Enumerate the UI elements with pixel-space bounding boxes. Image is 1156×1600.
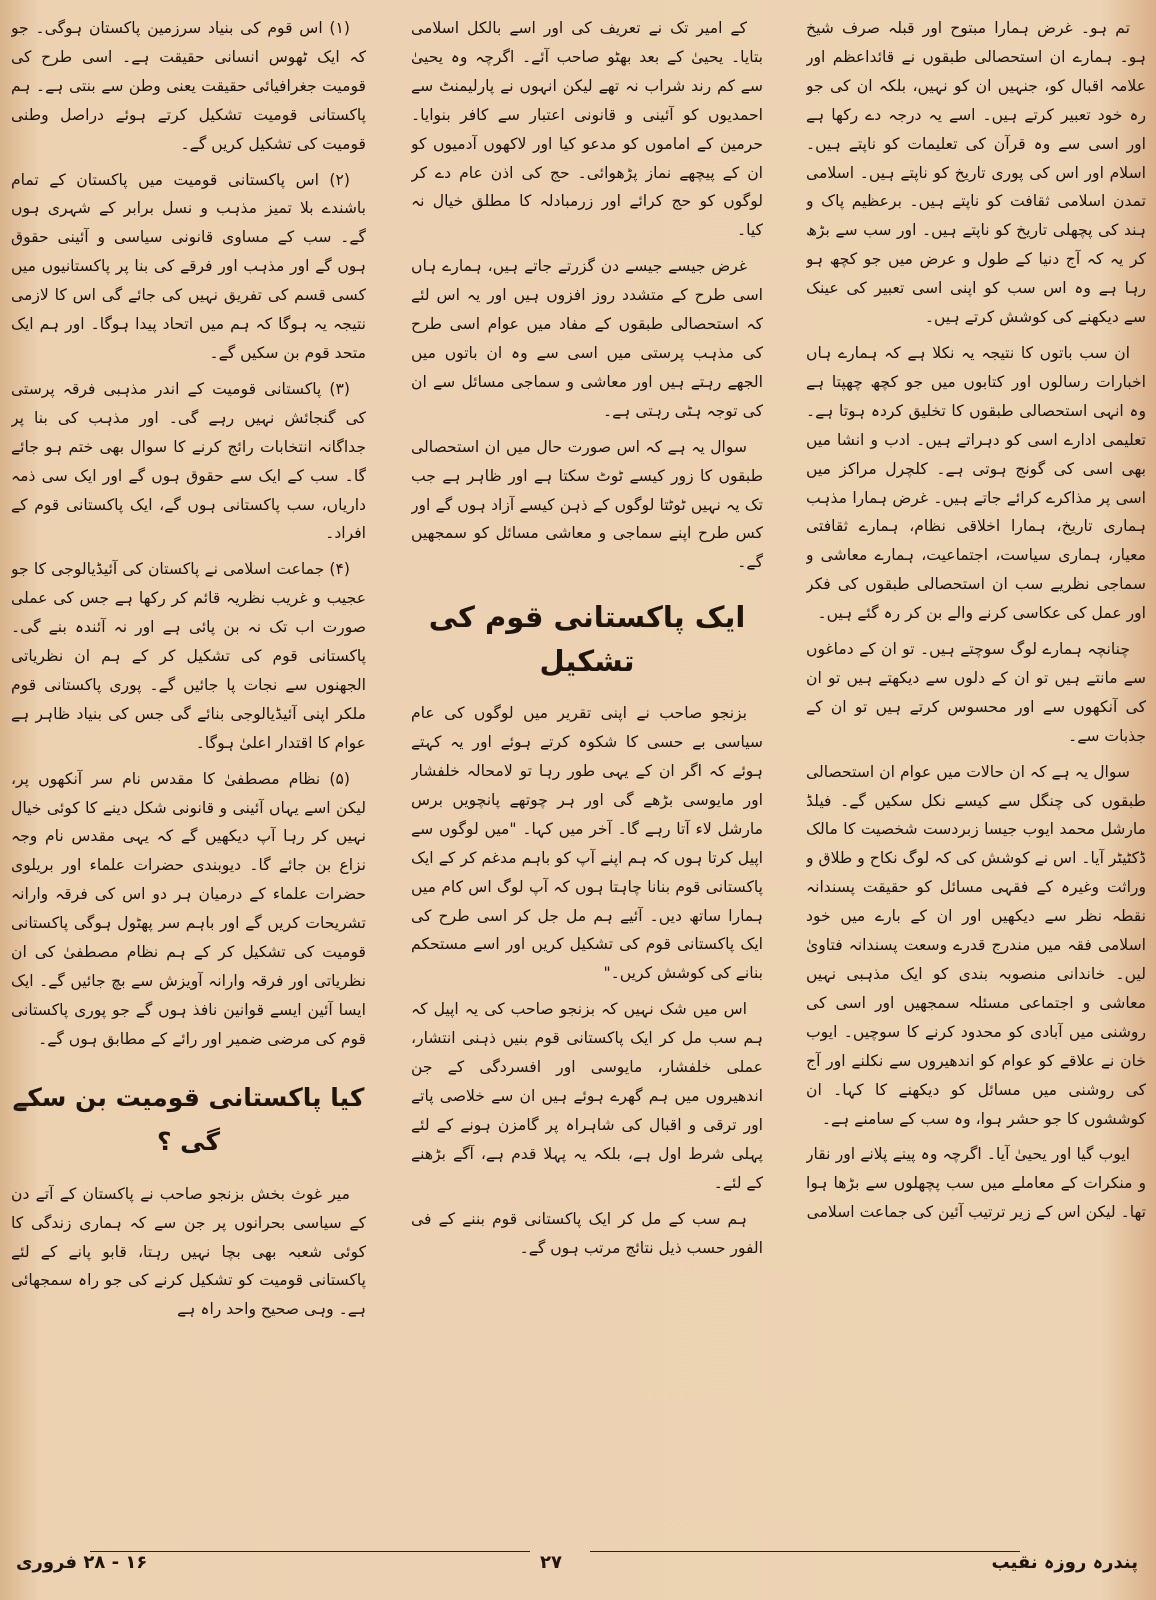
paragraph: کے امیر تک نے تعریف کی اور اسے بالکل اسلامی بتایا۔ یحییٰ کے بعد بھٹو صاحب آئے۔ اگرچہ وہ یحییٰ سے کم رند شراب نہ تھے لیکن انہوں نے پارلیمنٹ سے احمدیوں کو آئینی و قانونی اعتبار سے کافر بنوایا۔ حرمین کے اماموں کو مدعو کیا اور لاکھوں آدمیوں کو ان کے پیچھے نماز پڑھوائی۔ حج کی اذن عام دے کر لوگوں کو حج کرائے اور زرمبادلہ کا مطلق خیال نہ کیا۔ xyxy=(411,19,763,240)
paragraph: ایوب گیا اور یحییٰ آیا۔ اگرچہ وہ پینے پلانے اور نقار و منکرات کے معاملے میں سب پچھلوں سے بڑھا ہوا تھا۔ لیکن اس کے زیر ترتیب آئین کی جماعت اسلامی xyxy=(806,1145,1146,1222)
paragraph: غرض جیسے جیسے دن گزرتے جاتے ہیں، ہمارے ہاں اسی طرح کے متشدد روز افزوں ہیں اور یہ اس لئے کہ استحصالی طبقوں کے مفاد میں عوام اسی طرح کی مذہب پرستی میں اسی سے وہ ان باتوں میں الجھے رہتے ہیں اور معاشی و سماجی مسائل سے ان کی توجہ ہٹی رہتی ہے۔ xyxy=(411,257,763,420)
column-left xyxy=(11,14,366,1524)
paragraph: سوال یہ ہے کہ اس صورت حال میں ان استحصالی طبقوں کا زور کیسے ٹوٹ سکتا ہے اور ظاہر ہے جب تک یہ نہیں ٹوٹتا لوگوں کے ذہن کیسے آزاد ہوں گے اور کس طرح اپنے سماجی و معاشی مسائل کو سمجھیں گے۔ xyxy=(411,437,763,572)
paragraph: (۵) نظام مصطفیٰ کا مقدس نام سر آنکھوں پر، لیکن اسے یہاں آئینی و قانونی شکل دینے کا کوئی خیال نہیں کر رہا آپ دیکھیں گے کہ یہی مقدس نام وجہ نزاع بن جائے گا۔ دیوبندی حضرات علماء اور بریلوی حضرات علماء کے درمیان ہر دو اس کی فرقہ وارانہ تشریحات کریں گے اور باہم سر پھٹول ہوگی پاکستانی قومیت کی تشکیل کر کے ہم نظام مصطفیٰ کی ان نظریاتی اور فرقہ وارانہ آویزش سے بچ جائیں گے۔ ایک ایسا آئین ایسے قوانین نافذ ہوں گے جو پوری پاکستانی قوم کی مرضی ضمیر اور رائے کے مطابق ہوں گے۔ xyxy=(11,769,366,1048)
column-middle xyxy=(411,14,763,1524)
paragraph: (۱) اس قوم کی بنیاد سرزمین پاکستان ہوگی۔ جو کہ ایک ٹھوس انسانی حقیقت ہے۔ اسی طرح کی قومیت جغرافیائی حقیقت یعنی وطن سے بنتی ہے۔ ہم پاکستانی قومیت تشکیل کرتے ہوئے دراصل وطنی قومیت کی تشکیل کریں گے۔ xyxy=(11,19,366,153)
paragraph: (۳) پاکستانی قومیت کے اندر مذہبی فرقہ پرستی کی گنجائش نہیں رہے گی۔ اور مذہب کی بنا پر جداگانہ انتخابات رائج کرنے کا سوال بھی ختم ہو جائے گا۔ سب کے ایک سے حقوق ہوں گے اور ایک سی ذمہ داریاں، سب پاکستانی ہوں گے، ایک پاکستانی قوم کے افراد۔ xyxy=(11,379,366,543)
paragraph: سوال یہ ہے کہ ان حالات میں عوام ان استحصالی طبقوں کی چنگل سے کیسے نکل سکیں گے۔ فیلڈ مارشل محمد ایوب جیسا زبردست شخصیت کا مالک ڈکٹیٹر آیا۔ اس نے کوشش کی کہ لوگ نکاح و طلاق و وراثت وغیرہ کے فقہی مسائل کو حقیقت پسندانہ نقطہ نظر سے دیکھیں اور ان کے بارے میں خود اسلامی فقہ میں مندرج قدرے وسعت پسندانہ فتاویٰ لیں۔ خاندانی منصوبہ بندی کو ایک مذہبی نہیں معاشی و اجتماعی مسئلہ سمجھیں اور اسی کی روشنی میں آبادی کو محدود کرنے کا سوچیں۔ ایوب خان نے علاقے کو عوام کو اندھیروں سے نکلنے اور آج کی روشنی میں مسائل کو دیکھنے کا کہا۔ ان کوششوں کا جو حشر ہوا، وہ سب کے سامنے ہے۔ xyxy=(806,762,1146,1128)
footer-rule-left xyxy=(90,1551,530,1552)
paragraph: اس میں شک نہیں کہ بزنجو صاحب کی یہ اپیل کہ ہم سب مل کر ایک پاکستانی قوم بنیں ذہنی انتشار، عملی خلفشار، مایوسی اور افسردگی کے جن اندھیروں میں ہم گھرے ہوئے ہیں ان سے خلاصی پاتے اور ترقی و اقبال کی شاہراہ پر گامزن ہونے کے لئے پہلی شرط اول ہے، بلکہ یہ پہلا قدم ہے، آگے بڑھنے کے لئے۔ xyxy=(411,1000,763,1192)
publication-name: پندرہ روزہ نقیب xyxy=(991,1552,1138,1573)
paragraph: بزنجو صاحب نے اپنی تقریر میں لوگوں کی عام سیاسی بے حسی کا شکوہ کرتے ہوئے اور یہ کہتے ہوئے کہ اگر ان کے یہی طور رہا تو لامحالہ خلفشار اور مایوسی بڑھے گی اور ہر چوتھے پانچویں برس مارشل لاء آتا رہے گا۔ آخر میں کہا۔ "میں لوگوں سے اپیل کرتا ہوں کہ ہم اپنے آپ کو باہم مدغم کر کے ایک پاکستانی قوم بنانا چاہتا ہوں کہ آپ لوگ اس کام میں ہمارا ساتھ دیں۔ آئیے ہم مل جل کر اسی طرح کی ایک پاکستانی قوم کی تشکیل کریں اور اسے مستحکم بنانے کی کوشش کریں۔" xyxy=(411,704,763,983)
issue-date: ۱۶ - ۲۸ فروری xyxy=(16,1552,148,1573)
article-heading: ایک پاکستانی قوم کی تشکیل xyxy=(428,600,746,679)
page-number: ۲۷ xyxy=(540,1552,562,1573)
paragraph: چنانچہ ہمارے لوگ سوچتے ہیں۔ تو ان کے دماغوں سے مانتے ہیں تو ان کے دلوں سے دیکھتے ہیں تو ان کی آنکھوں سے اور محسوس کرتے ہیں تو ان کے جذبات سے۔ xyxy=(806,640,1146,745)
paragraph: تم ہو۔ غرض ہمارا مبتوح اور قبلہ صرف شیخ ہو۔ ہمارے ان استحصالی طبقوں نے قائداعظم اور علامہ اقبال کو، جنہیں ان کو نہیں، بلکہ ان کی جو رہ خود تعبیر کرتے ہیں۔ اسے یہ درجہ دے رکھا ہے اور اسی سے وہ قرآن کی تعلیمات کو ناپتے ہیں۔ اسلام اور اس کی پوری تاریخ کو ناپتے ہیں۔ اسلامی تمدن اسلامی ثقافت کو ناپتے ہیں۔ برعظیم پاک و ہند کی پچھلی تاریخ کو ناپتے ہیں۔ اور سب سے بڑھ کر یہ کہ آج دنیا کے طول و عرض میں جو کچھ ہو رہا ہے وہ اس سب کو اپنی اسی تعبیر کی عینک سے دیکھنے کی کوشش کرتے ہیں۔ xyxy=(806,19,1146,327)
paragraph: ہم سب کے مل کر ایک پاکستانی قوم بننے کے فی الفور حسب ذیل نتائج مرتب ہوں گے۔ xyxy=(411,1209,763,1257)
column-right xyxy=(806,14,1146,1524)
paragraph: (۴) جماعت اسلامی نے پاکستان کی آئیڈیالوجی کا جو عجیب و غریب نظریہ قائم کر رکھا ہے جس کی عملی صورت اب تک نہ بن پائی ہے اور نہ آئندہ بنے گی۔ پاکستانی قوم کی تشکیل کر کے ہم ان نظریاتی الجھنوں سے نجات پا جائیں گے۔ پوری پاکستانی قوم ملکر اپنی آئیڈیالوجی بنائے گی جس کی بنیاد ظاہر ہے عوام کا اقتدار اعلیٰ ہوگا۔ xyxy=(11,560,366,752)
footer-rule-right xyxy=(590,1551,1020,1552)
paragraph: میر غوث بخش بزنجو صاحب نے پاکستان کے آتے دن کے سیاسی بحرانوں پر جن سے کہ ہماری زندگی کا کوئی شعبہ بھی بچا نہیں رہتا، قابو پانے کے لئے پاکستانی قومیت کو تشکیل کرنے کی جو راہ سمجھائی ہے۔ وہی صحیح واحد راہ ہے xyxy=(11,1184,366,1319)
paragraph: (۲) اس پاکستانی قومیت میں پاکستان کے تمام باشندے بلا تمیز مذہب و نسل برابر کے شہری ہوں گے۔ سب کے مساوی قانونی سیاسی و آئینی حقوق ہوں گے اور مذہب اور فرقے کی بنا پر پاکستانیوں میں کسی قسم کی تفریق نہیں کی جائے گی اس کا لازمی نتیجہ یہ ہوگا کہ ہم میں اتحاد پیدا ہوگا۔ اور ہم ایک متحد قوم بن سکیں گے۔ xyxy=(11,170,366,362)
paragraph: ان سب باتوں کا نتیجہ یہ نکلا ہے کہ ہمارے ہاں اخبارات رسالوں اور کتابوں میں جو کچھ چھپتا ہے وہ انہی استحصالی طبقوں کا تخلیق کردہ ہوتا ہے۔ تعلیمی ادارے اسی کو دہراتے ہیں۔ ادب و انشا میں بھی اسی کی گونج ہوتی ہے۔ کلچرل مراکز میں اسی پر مذاکرے کرائے جاتے ہیں۔ غرض ہمارا مذہب ہماری تاریخ، ہمارا اخلاقی نظام، ہمارے ثقافتی معیار، ہماری سیاست، اجتماعیت، ہمارے معاشی و سماجی نظریے سب ان استحصالی طبقوں کی فکر اور عمل کی عکاسی کرنے والے بن کر رہ گئے ہیں۔ xyxy=(806,343,1146,623)
section-heading: کیا پاکستانی قومیت بن سکے گی ؟ xyxy=(12,1082,365,1156)
